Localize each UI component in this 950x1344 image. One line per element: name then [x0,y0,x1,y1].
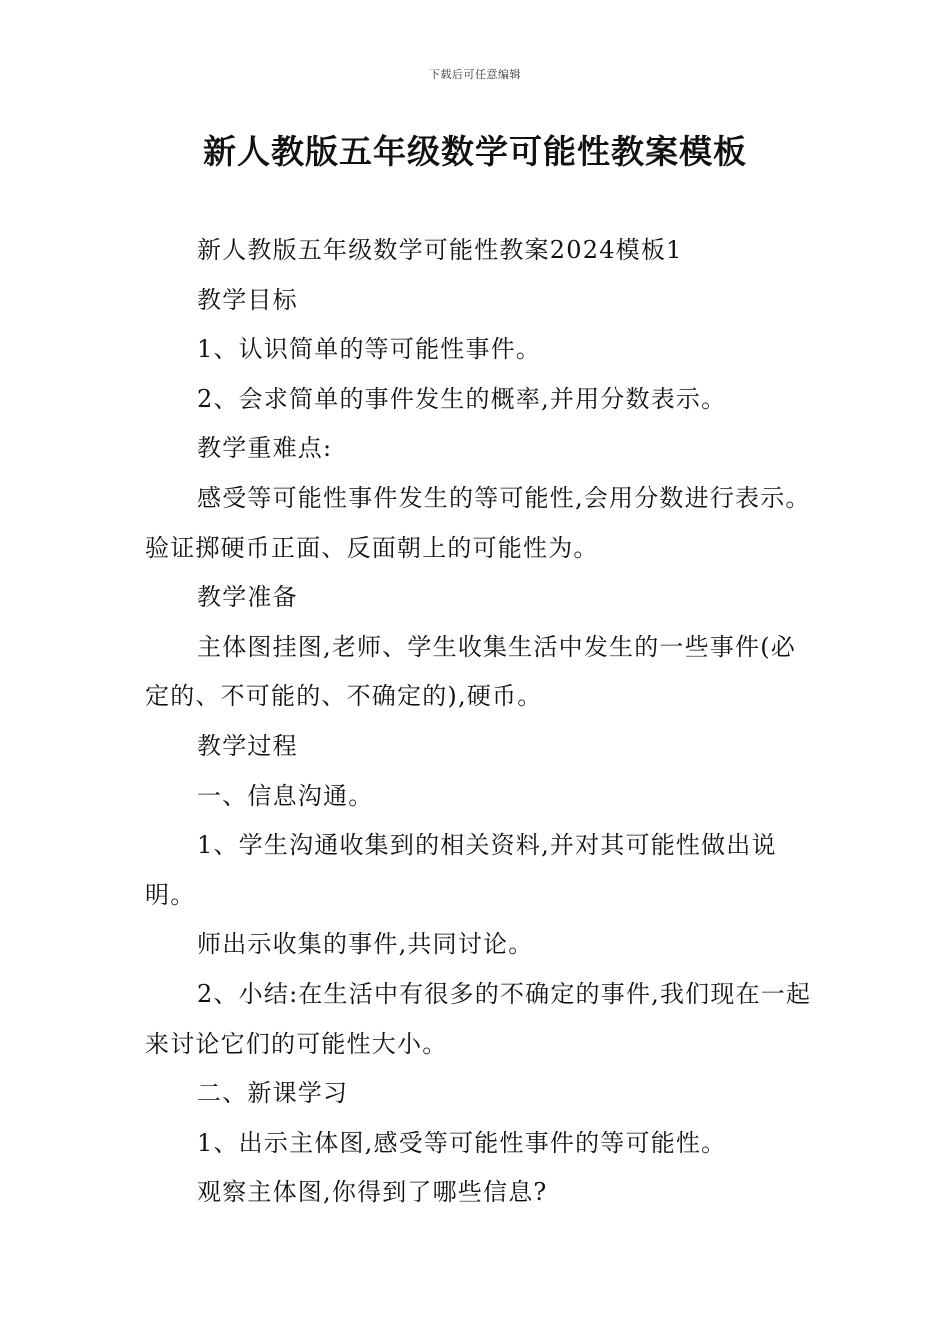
paragraph-heading-process: 教学过程 [197,731,298,760]
paragraph-section-2: 二、新课学习 [197,1079,349,1108]
paragraph-section-1: 一、信息沟通。 [197,781,374,810]
paragraph-preparation: 主体图挂图,老师、学生收集生活中发生的一些事件(必定的、不可能的、不确定的),硬币。 [145,632,796,711]
paragraph-heading-key-points: 教学重难点: [197,434,333,463]
paragraph-step-1: 1、学生沟通收集到的相关资料,并对其可能性做出说明。 [145,831,777,909]
header-note: 下载后可任意编辑 [429,68,521,81]
paragraph-heading-goals: 教学目标 [197,285,298,314]
document-body [145,226,821,1218]
paragraph-subtitle: 新人教版五年级数学可能性教案2024模板1 [197,236,683,264]
paragraph-summary: 2、小结:在生活中有很多的不确定的事件,我们现在一起来讨论它们的可能性大小。 [145,979,812,1058]
paragraph-goal-1: 1、认识简单的等可能性事件。 [197,335,542,364]
paragraph-question: 观察主体图,你得到了哪些信息? [197,1178,548,1207]
paragraph-key-points: 感受等可能性事件发生的等可能性,会用分数进行表示。验证掷硬币正面、反面朝上的可能性为。 [145,483,811,562]
paragraph-goal-2: 2、会求简单的事件发生的概率,并用分数表示。 [197,384,727,413]
paragraph-new-step-1: 1、出示主体图,感受等可能性事件的等可能性。 [197,1128,727,1157]
paragraph-teacher-shows: 师出示收集的事件,共同讨论。 [197,930,534,959]
paragraph-heading-preparation: 教学准备 [197,583,298,612]
document-title: 新人教版五年级数学可能性教案模板 [203,132,747,171]
